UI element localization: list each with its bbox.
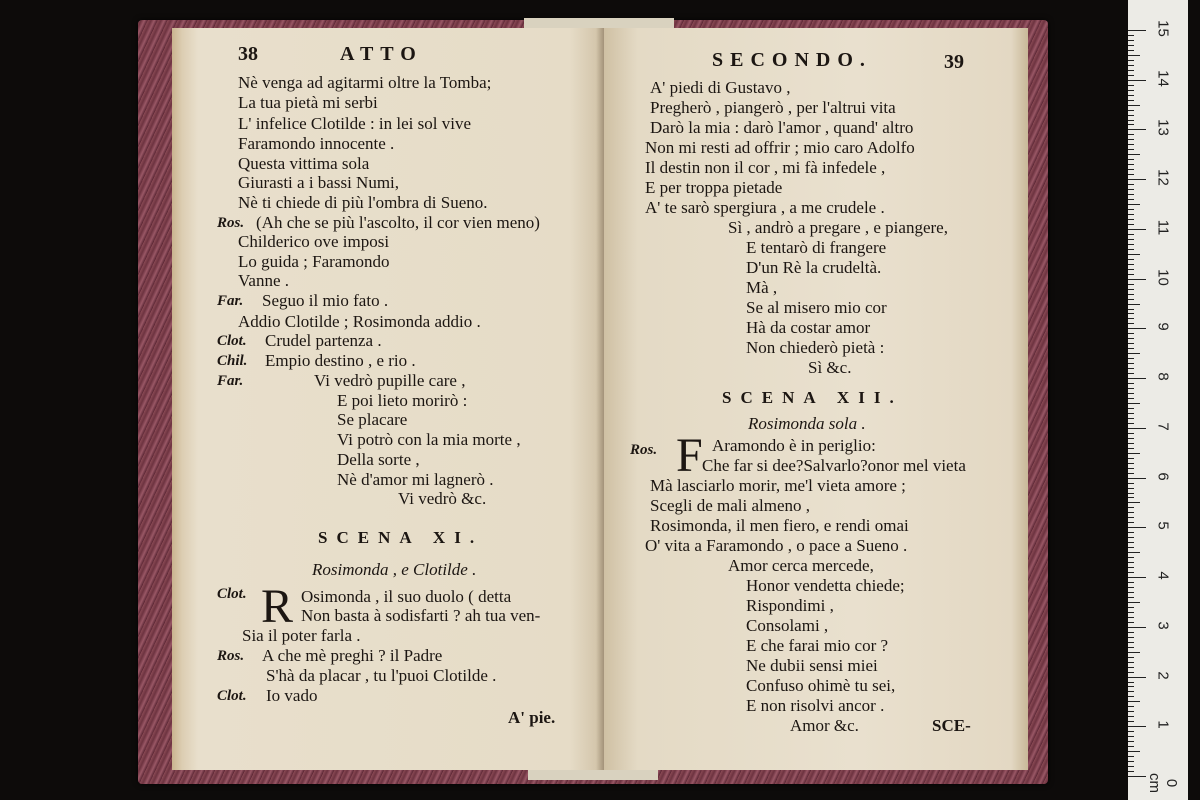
ruler-tick xyxy=(1128,110,1134,111)
ruler-tick xyxy=(1128,60,1134,61)
ruler-label: 6 xyxy=(1154,471,1172,481)
measurement-ruler xyxy=(1128,0,1188,800)
speaker-label: Ros. xyxy=(217,215,245,231)
right-line: Pregherò , piangerò , per l'altrui vita xyxy=(650,98,896,117)
ruler-tick xyxy=(1128,378,1146,379)
left-line: (Ah che se più l'ascolto, il cor vien meno) xyxy=(256,213,540,232)
speaker-label: Ros. xyxy=(217,648,245,664)
ruler-tick xyxy=(1128,587,1134,588)
ruler-tick xyxy=(1128,497,1134,498)
left-line: E poi lieto morirò : xyxy=(337,391,468,410)
ruler-tick xyxy=(1128,154,1140,155)
left-line: Sia il poter farla . xyxy=(242,626,361,645)
ruler-tick xyxy=(1128,602,1140,603)
left-line: A che mè preghi ? il Padre xyxy=(262,646,443,665)
ruler-tick xyxy=(1128,582,1134,583)
ruler-tick xyxy=(1128,289,1134,290)
ruler-tick xyxy=(1128,383,1134,384)
ruler-tick xyxy=(1128,423,1134,424)
ruler-tick xyxy=(1128,562,1134,563)
ruler-tick xyxy=(1128,433,1134,434)
drop-cap: F xyxy=(676,429,703,482)
left-line: Vi vedrò &c. xyxy=(398,489,487,508)
scena-heading: SCENA XI. xyxy=(318,528,484,547)
right-line: E non risolvi ancor . xyxy=(746,696,885,715)
ruler-tick xyxy=(1128,363,1134,364)
ruler-tick xyxy=(1128,761,1134,762)
right-line: Aramondo è in periglio: xyxy=(712,436,876,455)
ruler-tick xyxy=(1128,254,1140,255)
ruler-label: 9 xyxy=(1154,322,1172,332)
ruler-tick xyxy=(1128,776,1146,777)
ruler-tick xyxy=(1128,657,1134,658)
left-line: Childerico ove imposi xyxy=(238,232,390,251)
ruler-tick xyxy=(1128,507,1134,508)
right-page-number: 39 xyxy=(944,51,964,73)
ruler-tick xyxy=(1128,612,1134,613)
ruler-tick xyxy=(1128,672,1134,673)
left-line: Questa vittima sola xyxy=(238,154,370,173)
ruler-tick xyxy=(1128,686,1134,687)
drop-cap: R xyxy=(261,580,294,633)
right-line: E tentarò di frangere xyxy=(746,238,887,257)
ruler-tick xyxy=(1128,502,1140,503)
ruler-tick xyxy=(1128,35,1134,36)
ruler-tick xyxy=(1128,244,1134,245)
ruler-tick xyxy=(1128,219,1134,220)
ruler-tick xyxy=(1128,667,1134,668)
right-line: Consolami , xyxy=(746,616,829,635)
left-line: Non basta à sodisfarti ? ah tua ven- xyxy=(301,606,541,625)
ruler-tick xyxy=(1128,169,1134,170)
ruler-tick xyxy=(1128,45,1134,46)
scena-heading: SCENA XII. xyxy=(722,388,903,407)
ruler-tick xyxy=(1128,483,1134,484)
ruler-tick xyxy=(1128,348,1134,349)
left-line: Addio Clotilde ; Rosimonda addio . xyxy=(238,312,481,331)
left-line: Faramondo innocente . xyxy=(238,134,395,153)
right-line: Non chiederò pietà : xyxy=(746,338,885,357)
ruler-tick xyxy=(1128,90,1134,91)
ruler-tick xyxy=(1128,542,1134,543)
ruler-tick xyxy=(1128,557,1134,558)
ruler-tick xyxy=(1128,224,1134,225)
ruler-label: 10 xyxy=(1154,268,1172,286)
ruler-tick xyxy=(1128,388,1134,389)
ruler-label: 5 xyxy=(1154,521,1172,530)
ruler-tick xyxy=(1128,647,1134,648)
ruler-tick xyxy=(1128,338,1134,339)
left-line: Vanne . xyxy=(238,271,289,290)
ruler-tick xyxy=(1128,115,1134,116)
speaker-label: Clot. xyxy=(217,688,247,704)
ruler-tick xyxy=(1128,632,1134,633)
ruler-tick xyxy=(1128,164,1134,165)
ruler-tick xyxy=(1128,731,1134,732)
ruler-label: 15 xyxy=(1154,20,1172,37)
left-running-header: ATTO xyxy=(340,43,423,65)
ruler-label: 13 xyxy=(1154,119,1172,137)
left-line: L' infelice Clotilde : in lei sol vive xyxy=(238,114,471,133)
right-line: Scegli de mali almeno , xyxy=(650,496,811,515)
left-line: Vi potrò con la mia morte , xyxy=(337,430,521,449)
right-line: Che far si dee?Salvarlo?onor mel vieta xyxy=(702,456,966,475)
speaker-label: Ros. xyxy=(630,442,658,458)
ruler-tick xyxy=(1128,537,1134,538)
left-line: Della sorte , xyxy=(337,450,420,469)
ruler-tick xyxy=(1128,313,1134,314)
left-line: Crudel partenza . xyxy=(265,331,382,350)
ruler-label: 12 xyxy=(1154,169,1172,187)
ruler-tick xyxy=(1128,438,1134,439)
ruler-tick xyxy=(1128,239,1134,240)
ruler-tick xyxy=(1128,652,1140,653)
right-line: E che farai mio cor ? xyxy=(746,636,889,655)
ruler-tick xyxy=(1128,40,1134,41)
ruler-tick xyxy=(1128,572,1134,573)
ruler-tick xyxy=(1128,333,1134,334)
ruler-tick xyxy=(1128,139,1134,140)
right-line: Amor cerca mercede, xyxy=(728,556,874,575)
ruler-tick xyxy=(1128,592,1134,593)
ruler-tick xyxy=(1128,607,1134,608)
ruler-tick xyxy=(1128,458,1134,459)
ruler-tick xyxy=(1128,493,1134,494)
ruler-label: 2 xyxy=(1154,670,1172,680)
right-line: Sì , andrò a pregare , e piangere, xyxy=(728,218,948,237)
ruler-tick xyxy=(1128,70,1134,71)
ruler-tick xyxy=(1128,597,1134,598)
ruler-tick xyxy=(1128,696,1134,697)
right-line: Confuso ohimè tu sei, xyxy=(746,676,896,695)
ruler-tick xyxy=(1128,393,1134,394)
ruler-tick xyxy=(1128,199,1134,200)
ruler-label: 4 xyxy=(1154,571,1172,580)
right-line: Darò la mia : darò l'amor , quand' altro xyxy=(650,118,914,137)
ruler-tick xyxy=(1128,522,1134,523)
speaker-label: Chil. xyxy=(217,353,248,369)
ruler-tick xyxy=(1128,105,1140,106)
ruler-tick xyxy=(1128,179,1146,180)
ruler-tick xyxy=(1128,174,1134,175)
left-line: Vi vedrò pupille care , xyxy=(314,371,466,390)
ruler-tick xyxy=(1128,662,1134,663)
ruler-tick xyxy=(1128,65,1134,66)
ruler-tick xyxy=(1128,517,1134,518)
ruler-tick xyxy=(1128,204,1140,205)
ruler-tick xyxy=(1128,100,1134,101)
left-line: La tua pietà mi serbi xyxy=(238,93,378,112)
ruler-label: 14 xyxy=(1154,69,1172,87)
speaker-label: Clot. xyxy=(217,586,247,602)
ruler-tick xyxy=(1128,706,1134,707)
scena-subtitle: Rosimonda , e Clotilde . xyxy=(312,560,477,579)
ruler-tick xyxy=(1128,637,1134,638)
ruler-tick xyxy=(1128,408,1134,409)
ruler-tick xyxy=(1128,716,1134,717)
ruler-tick xyxy=(1128,55,1140,56)
ruler-tick xyxy=(1128,552,1140,553)
right-line: E per troppa pietade xyxy=(645,178,783,197)
ruler-label: 7 xyxy=(1154,422,1172,431)
ruler-tick xyxy=(1128,527,1146,528)
ruler-tick xyxy=(1128,642,1134,643)
ruler-tick xyxy=(1128,75,1134,76)
ruler-label: 0 cm xyxy=(1146,773,1180,793)
ruler-tick xyxy=(1128,144,1134,145)
ruler-tick xyxy=(1128,214,1134,215)
right-line: D'un Rè la crudeltà. xyxy=(746,258,882,277)
ruler-tick xyxy=(1128,741,1134,742)
right-line: Rosimonda, il men fiero, e rendi omai xyxy=(650,516,909,535)
ruler-tick xyxy=(1128,299,1134,300)
left-line: Empio destino , e rio . xyxy=(265,351,416,370)
ruler-tick xyxy=(1128,463,1134,464)
ruler-tick xyxy=(1128,711,1134,712)
ruler-tick xyxy=(1128,209,1134,210)
ruler-tick xyxy=(1128,304,1140,305)
right-line: Il destin non il cor , mi fà infedele , xyxy=(645,158,886,177)
ruler-tick xyxy=(1128,701,1140,702)
left-line: Osimonda , il suo duolo ( detta xyxy=(301,587,512,606)
ruler-tick xyxy=(1128,398,1134,399)
left-line: Seguo il mio fato . xyxy=(262,291,389,310)
ruler-tick xyxy=(1128,532,1134,533)
speaker-label: Clot. xyxy=(217,333,247,349)
ruler-tick xyxy=(1128,428,1146,429)
ruler-tick xyxy=(1128,453,1140,454)
speaker-label: Far. xyxy=(217,293,244,309)
ruler-tick xyxy=(1128,159,1134,160)
ruler-tick xyxy=(1128,448,1134,449)
right-line: Hà da costar amor xyxy=(746,318,871,337)
ruler-tick xyxy=(1128,691,1134,692)
ruler-tick xyxy=(1128,512,1134,513)
left-line: Lo guida ; Faramondo xyxy=(238,252,390,271)
ruler-tick xyxy=(1128,234,1134,235)
ruler-label: 8 xyxy=(1154,372,1172,381)
right-line: Mà lasciarlo morir, me'l vieta amore ; xyxy=(650,476,906,495)
ruler-tick xyxy=(1128,358,1134,359)
ruler-label: 11 xyxy=(1154,219,1172,236)
ruler-tick xyxy=(1128,368,1134,369)
ruler-tick xyxy=(1128,50,1134,51)
ruler-tick xyxy=(1128,343,1134,344)
ruler-tick xyxy=(1128,294,1134,295)
ruler-tick xyxy=(1128,473,1134,474)
ruler-tick xyxy=(1128,547,1134,548)
ruler-tick xyxy=(1128,751,1140,752)
ruler-tick xyxy=(1128,418,1134,419)
ruler-tick xyxy=(1128,468,1134,469)
ruler-tick xyxy=(1128,766,1134,767)
right-line: Mà , xyxy=(746,278,778,297)
ruler-label: 1 xyxy=(1154,720,1172,729)
ruler-tick xyxy=(1128,184,1134,185)
right-running-header: SECONDO. xyxy=(712,49,872,71)
right-line: Rispondimi , xyxy=(746,596,834,615)
ruler-tick xyxy=(1128,488,1134,489)
left-page-number: 38 xyxy=(238,43,258,65)
ruler-tick xyxy=(1128,771,1134,772)
ruler-tick xyxy=(1128,194,1134,195)
right-line: Honor vendetta chiede; xyxy=(746,576,905,595)
ruler-tick xyxy=(1128,264,1134,265)
ruler-tick xyxy=(1128,577,1146,578)
ruler-tick xyxy=(1128,149,1134,150)
speaker-label: Far. xyxy=(217,373,244,389)
left-line: Nè ti chiede di più l'ombra di Sueno. xyxy=(238,193,488,212)
scena-subtitle: Rosimonda sola . xyxy=(748,414,866,433)
left-line: Nè venga ad agitarmi oltre la Tomba; xyxy=(238,73,492,92)
ruler-tick xyxy=(1128,85,1134,86)
ruler-tick xyxy=(1128,478,1146,479)
ruler-tick xyxy=(1128,677,1146,678)
ruler-tick xyxy=(1128,617,1134,618)
ruler-tick xyxy=(1128,746,1134,747)
ruler-tick xyxy=(1128,721,1134,722)
ruler-tick xyxy=(1128,353,1140,354)
ruler-tick xyxy=(1128,189,1134,190)
ruler-tick xyxy=(1128,756,1134,757)
right-line: Amor &c. xyxy=(790,716,859,735)
ruler-tick xyxy=(1128,274,1134,275)
right-line: Sì &c. xyxy=(808,358,852,377)
ruler-tick xyxy=(1128,80,1146,81)
ruler-tick xyxy=(1128,30,1146,31)
ruler-tick xyxy=(1128,129,1146,130)
ruler-tick xyxy=(1128,627,1146,628)
left-line: Se placare xyxy=(337,410,408,429)
left-line: S'hà da placar , tu l'puoi Clotilde . xyxy=(266,666,497,685)
ruler-tick xyxy=(1128,120,1134,121)
ruler-tick xyxy=(1128,373,1134,374)
ruler-tick xyxy=(1128,328,1146,329)
ruler-tick xyxy=(1128,284,1134,285)
ruler-tick xyxy=(1128,413,1134,414)
ruler-tick xyxy=(1128,309,1134,310)
ruler-tick xyxy=(1128,318,1134,319)
right-line: Se al misero mio cor xyxy=(746,298,887,317)
ruler-tick xyxy=(1128,622,1134,623)
ruler-tick xyxy=(1128,229,1146,230)
ruler-label: 3 xyxy=(1154,621,1172,630)
catchword: A' pie. xyxy=(508,708,556,727)
ruler-tick xyxy=(1128,124,1134,125)
ruler-tick xyxy=(1128,736,1134,737)
right-line: A' te sarò spergiura , a me crudele . xyxy=(645,198,885,217)
right-line: Non mi resti ad offrir ; mio caro Adolfo xyxy=(645,138,915,157)
ruler-tick xyxy=(1128,567,1134,568)
ruler-tick xyxy=(1128,279,1146,280)
right-line: A' piedi di Gustavo , xyxy=(650,78,791,97)
ruler-tick xyxy=(1128,443,1134,444)
right-line: Ne dubii sensi miei xyxy=(746,656,878,675)
ruler-tick xyxy=(1128,403,1140,404)
ruler-tick xyxy=(1128,95,1134,96)
ruler-tick xyxy=(1128,269,1134,270)
left-line: Nè d'amor mi lagnerò . xyxy=(337,470,494,489)
ruler-tick xyxy=(1128,726,1146,727)
left-line: Io vado xyxy=(266,686,318,705)
ruler-tick xyxy=(1128,259,1134,260)
ruler-tick xyxy=(1128,323,1134,324)
left-line: Giurasti a i bassi Numi, xyxy=(238,173,400,192)
right-line: O' vita a Faramondo , o pace a Sueno . xyxy=(645,536,908,555)
ruler-tick xyxy=(1128,134,1134,135)
ruler-tick xyxy=(1128,249,1134,250)
catchword: SCE- xyxy=(932,716,971,735)
ruler-tick xyxy=(1128,682,1134,683)
